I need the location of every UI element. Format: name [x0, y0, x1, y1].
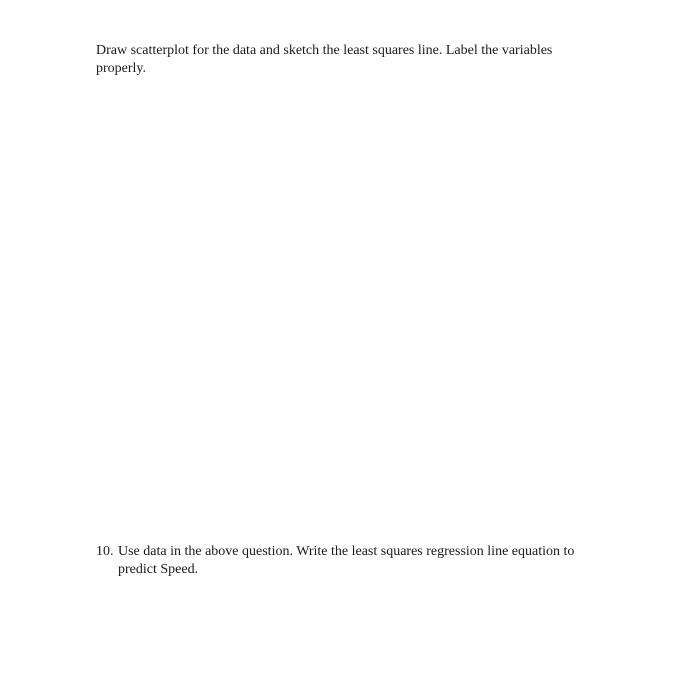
scatterplot-instruction: Draw scatterplot for the data and sketch the least squares line. Label the variables properly. — [96, 43, 553, 76]
question-text: Use data in the above question. Write the least squares regression line equation to predict Speed. — [118, 544, 575, 577]
question-number: 10. — [96, 544, 114, 559]
question-10 — [96, 543, 596, 579]
